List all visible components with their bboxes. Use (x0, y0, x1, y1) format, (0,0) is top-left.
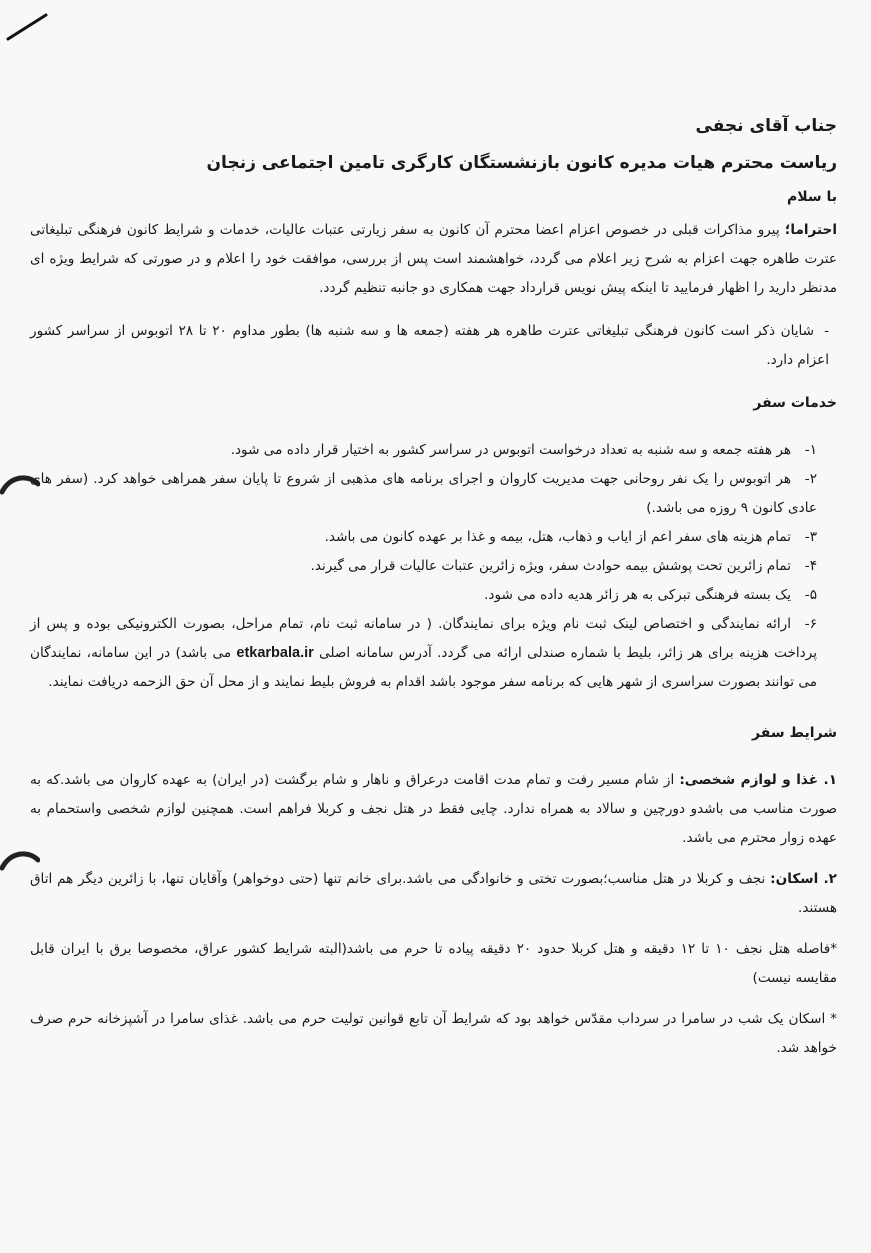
item-number: ۴- (804, 558, 817, 574)
item-text: تمام زائرین تحت پوشش بیمه حوادث سفر، ویژه زائرین عتبات عالیات قرار می گیرند. (310, 558, 791, 574)
item-number: ۶- (804, 616, 817, 632)
item-number: ۳- (804, 529, 817, 545)
intro-text: پیرو مذاکرات قبلی در خصوص اعزام اعضا محترم آن کانون به سفر زیارتی عتبات عالیات، خدمات و شرایط کانون فرهنگی تبلیغاتی عترت طاهره جهت اعزام به شرح زیر اعلام می گردد، خواهشمند است پس از بررسی، موافقت خود را اعلام و در صورتی که شرایط ویژه ای مدنظر دارید را اظهار فرمایید تا اینکه پیش نویس قرارداد جهت همکاری دو جانبه تنظیم گردد. (30, 222, 837, 296)
list-item (30, 523, 837, 552)
item-text: هر اتوبوس را یک نفر روحانی جهت مدیریت کاروان و اجرای برنامه های مذهبی از شروع تا پایان سفر همراهی خواهد کرد. (سفر های عادی کانون ۹ روزه می باشد.) (30, 471, 817, 516)
item-text: ارائه نمایندگی و اختصاص لینک ثبت نام ویژه برای نمایندگان. ( در سامانه ثبت نام، تمام مراحل، بصورت الکترونیکی بوده و پس از پرداخت هزینه برای هر زائر، بلیط با شماره صندلی ارائه می گردد. آدرس سامانه اصلی (30, 616, 817, 661)
item-number: ۱- (804, 442, 817, 458)
letter-body (30, 112, 837, 1075)
food-paragraph (30, 766, 837, 853)
list-item (30, 610, 837, 697)
note-marker: - (824, 323, 829, 339)
distance-note: *فاصله هتل نجف ۱۰ تا ۱۲ دقیقه و هتل کربلا حدود ۲۰ دقیقه پیاده تا حرم می باشد(البته شرایط کشور عراق، مخصوصا برق با ایران قابل مقایسه نیست) (30, 941, 837, 986)
lodging-lead: ۲. اسکان: (770, 871, 837, 887)
list-item (30, 581, 837, 610)
lodging-paragraph (30, 865, 837, 923)
recipient-title: ریاست محترم هیات مدیره کانون بازنشستگان کارگری تامین اجتماعی زنجان (206, 153, 837, 173)
note-paragraph (30, 317, 837, 375)
item-text: هر هفته جمعه و سه شنبه به تعداد درخواست اتوبوس در سراسر کشور به اختیار قرار داده می شود. (230, 442, 791, 458)
services-heading: خدمات سفر (753, 395, 837, 411)
recipient-line: جناب آقای نجفی (695, 116, 837, 136)
item-text: تمام هزینه های سفر اعم از ایاب و ذهاب، هتل، بیمه و غذا بر عهده کانون می باشد. (324, 529, 791, 545)
item-text: یک بسته فرهنگی تبرکی به هر زائر هدیه داده می شود. (484, 587, 791, 603)
greeting: با سلام (786, 189, 837, 205)
food-text: از شام مسیر رفت و تمام مدت اقامت درعراق و ناهار و شام برگشت (در ایران) به عهده کاروان می باشد.که به صورت مناسب می باشدو دورچین و سالاد به همراه ندارد. چایی فقط در هتل نجف و کربلا فراهم است. همچنین لوازم شخصی واستحمام به عهده زوار محترم می باشد. (30, 772, 837, 846)
item-number: ۵- (804, 587, 817, 603)
conditions-heading: شرایط سفر (752, 725, 837, 741)
intro-lead: احتراما؛ (784, 222, 837, 238)
item-number: ۲- (804, 471, 817, 487)
samarra-note: * اسکان یک شب در سامرا در سرداب مقدّس خواهد بود که شرایط آن تابع قوانین تولیت حرم می باشد. غذای سامرا در آشپزخانه حرم صرف خواهد شد. (30, 1011, 837, 1056)
food-lead: ۱. غذا و لوازم شخصی: (679, 772, 837, 788)
intro-paragraph (30, 216, 837, 303)
note-text: شایان ذکر است کانون فرهنگی تبلیغاتی عترت طاهره هر هفته (جمعه ها و سه شنبه ها) بطور مداوم ۲۰ تا ۲۸ اتوبوس از سراسر کشور اعزام دارد. (30, 323, 829, 368)
lodging-text: نجف و کربلا در هتل مناسب؛بصورت تختی و خانوادگی می باشد.برای خانم تنها (حتی دوخواهر) وآقایان تنها، با زائرین دیگر هم اتاق هستند. (30, 871, 837, 916)
list-item (30, 465, 837, 523)
website-address: etkarbala.ir (236, 645, 314, 661)
list-item (30, 552, 837, 581)
item-text: می باشد) در این سامانه، نمایندگان می توانند بصورت سراسری از شهر هایی که برنامه سفر موجود باشد اقدام به فروش بلیط نمایند و از محل آن حق الزحمه دریافت نمایند. (30, 645, 817, 690)
list-item (30, 436, 837, 465)
